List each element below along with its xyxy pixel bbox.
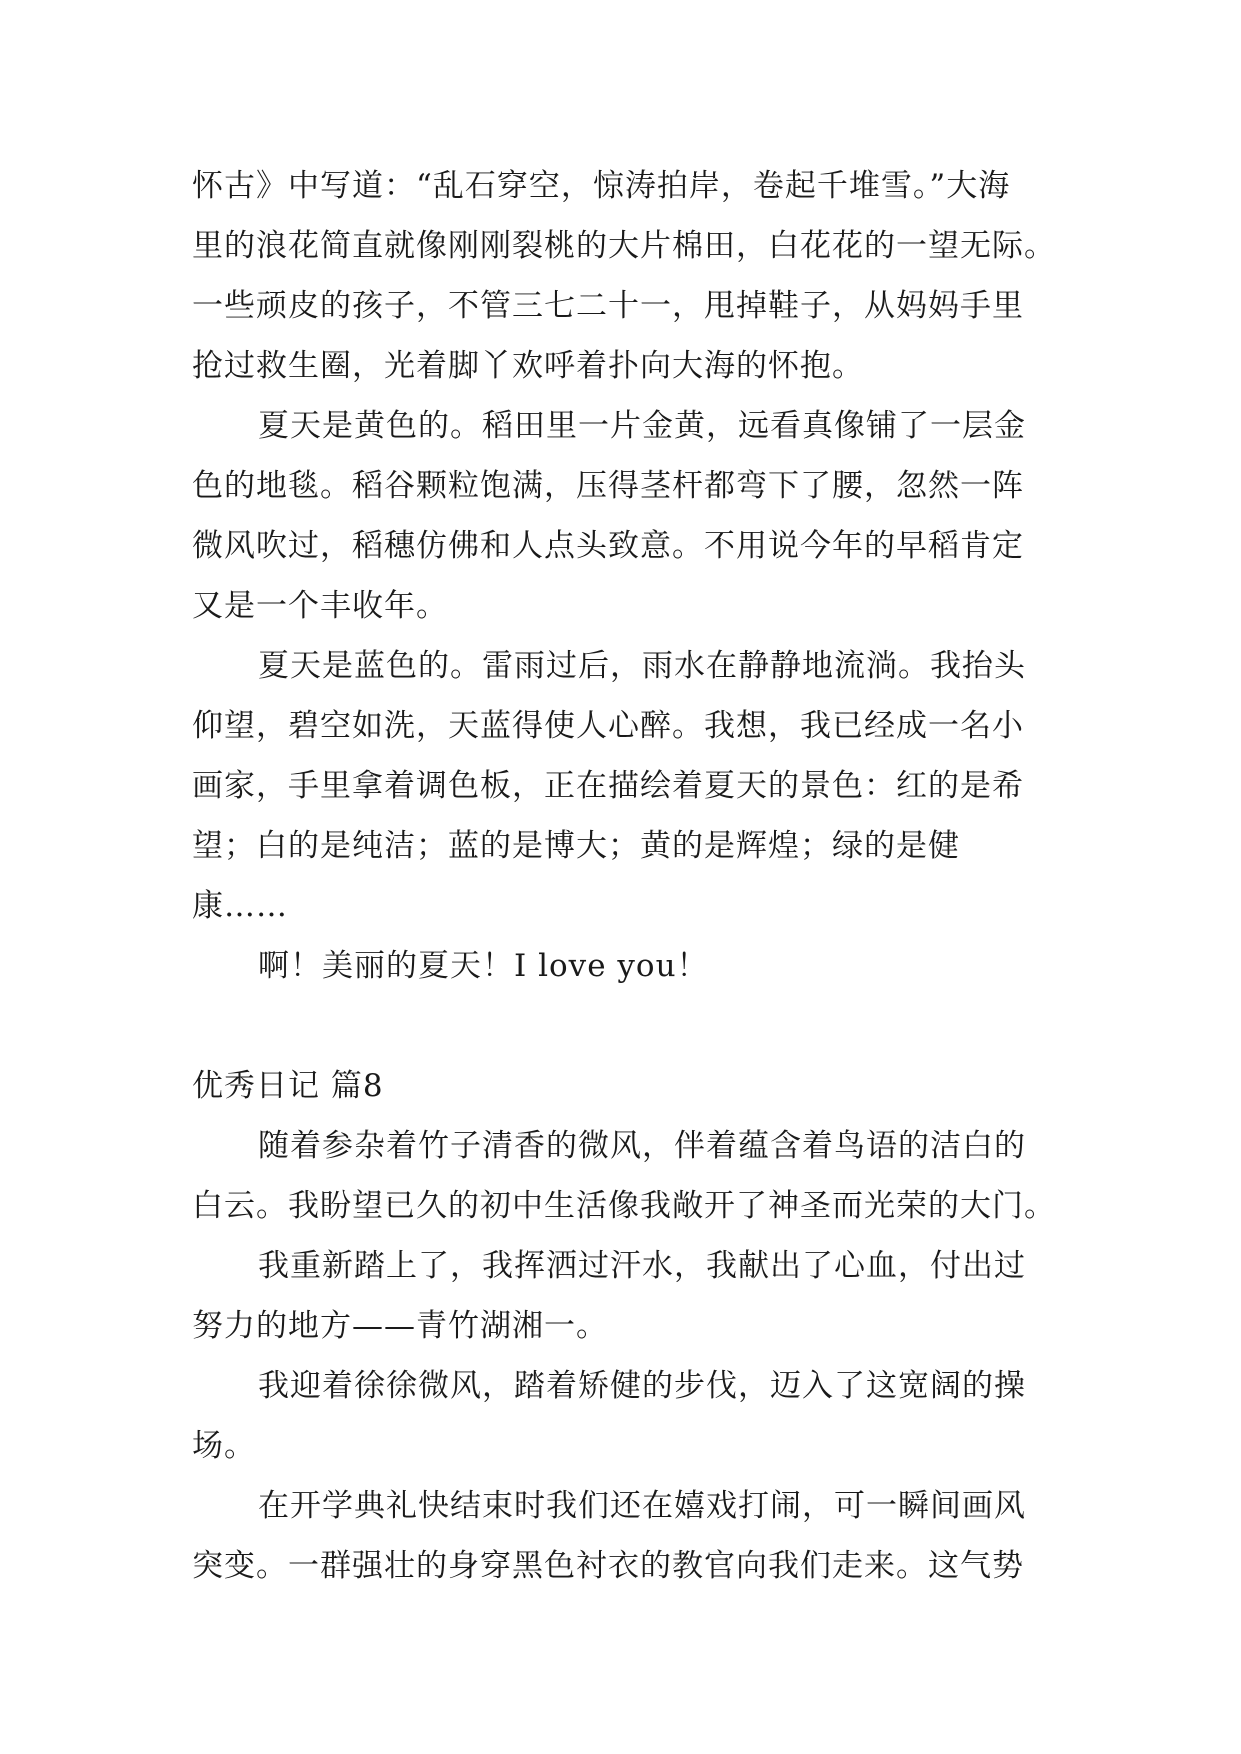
text-line: 我迎着徐徐微风，踏着矫健的步伐，迈入了这宽阔的操 <box>258 1368 1026 1404</box>
text-line: 又是一个丰收年。 <box>192 588 448 624</box>
text-line: 夏天是蓝色的。雷雨过后，雨水在静静地流淌。我抬头 <box>258 648 1026 684</box>
article-8-paragraph-2 <box>192 1236 1092 1356</box>
text-line: 在开学典礼快结束时我们还在嬉戏打闹，可一瞬间画风 <box>258 1488 1026 1524</box>
text-line: 场。 <box>192 1428 256 1464</box>
paragraph-closing <box>192 936 1092 996</box>
text-line: 里的浪花简直就像刚刚裂桃的大片棉田，白花花的一望无际。 <box>192 228 1056 264</box>
text-line: 啊！美丽的夏天！I love you！ <box>258 948 709 984</box>
text-column <box>192 156 1092 1596</box>
paragraph-yellow <box>192 396 1092 636</box>
article-8-paragraph-3 <box>192 1356 1092 1476</box>
paragraph-sea <box>192 156 1092 396</box>
text-line: 色的地毯。稻谷颗粒饱满，压得茎杆都弯下了腰，忽然一阵 <box>192 468 1024 504</box>
text-line: 夏天是黄色的。稻田里一片金黄，远看真像铺了一层金 <box>258 408 1026 444</box>
article-heading: 优秀日记 篇8 <box>192 1068 384 1104</box>
text-line: 康…… <box>192 888 288 924</box>
text-line: 白云。我盼望已久的初中生活像我敞开了神圣而光荣的大门。 <box>192 1188 1056 1224</box>
text-line: 仰望，碧空如洗，天蓝得使人心醉。我想，我已经成一名小 <box>192 708 1024 744</box>
text-line: 怀古》中写道：“乱石穿空，惊涛拍岸，卷起千堆雪。”大海 <box>192 168 1011 204</box>
text-line: 我重新踏上了，我挥洒过汗水，我献出了心血，付出过 <box>258 1248 1026 1284</box>
text-line: 微风吹过，稻穗仿佛和人点头致意。不用说今年的早稻肯定 <box>192 528 1024 564</box>
text-line: 望；白的是纯洁；蓝的是博大；黄的是辉煌；绿的是健 <box>192 828 960 864</box>
paragraph-blue <box>192 636 1092 936</box>
article-8-paragraph-4 <box>192 1476 1092 1596</box>
text-line: 突变。一群强壮的身穿黑色衬衣的教官向我们走来。这气势 <box>192 1548 1024 1584</box>
text-line: 抢过救生圈，光着脚丫欢呼着扑向大海的怀抱。 <box>192 348 864 384</box>
section-gap <box>192 996 1092 1056</box>
text-line: 努力的地方——青竹湖湘一。 <box>192 1308 608 1344</box>
text-line: 画家，手里拿着调色板，正在描绘着夏天的景色：红的是希 <box>192 768 1024 804</box>
text-line: 随着参杂着竹子清香的微风，伴着蕴含着鸟语的洁白的 <box>258 1128 1026 1164</box>
article-8-paragraph-1 <box>192 1116 1092 1236</box>
text-line: 一些顽皮的孩子，不管三七二十一，甩掉鞋子，从妈妈手里 <box>192 288 1024 324</box>
